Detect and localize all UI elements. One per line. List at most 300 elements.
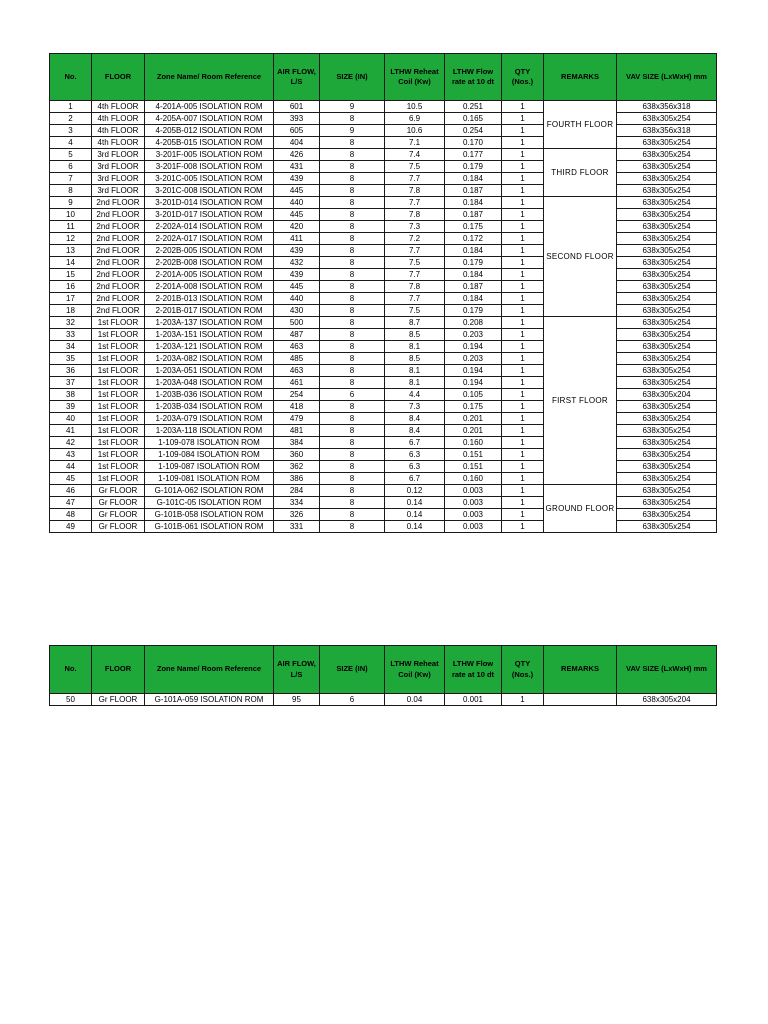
cell-qty: 1 (502, 149, 544, 161)
cell-vav-size: 638x305x254 (617, 281, 717, 293)
cell-airflow: 326 (274, 509, 320, 521)
cell-airflow: 431 (274, 161, 320, 173)
cell-zone: 4-205B-015 ISOLATION ROM (145, 137, 274, 149)
table-row (50, 293, 717, 305)
cell-qty: 1 (502, 473, 544, 485)
cell-vav-size: 638x305x254 (617, 257, 717, 269)
header-zone: Zone Name/ Room Reference (145, 54, 274, 101)
cell-floor: Gr FLOOR (92, 497, 145, 509)
cell-floor: 2nd FLOOR (92, 281, 145, 293)
cell-qty: 1 (502, 125, 544, 137)
cell-coil: 7.5 (385, 305, 445, 317)
cell-zone: 3-201D-014 ISOLATION ROM (145, 197, 274, 209)
cell-airflow: 463 (274, 365, 320, 377)
header-row (50, 646, 717, 694)
cell-airflow: 393 (274, 113, 320, 125)
cell-flow-rate: 0.187 (445, 209, 502, 221)
cell-coil: 4.4 (385, 389, 445, 401)
cell-vav-size: 638x305x254 (617, 497, 717, 509)
cell-size: 8 (320, 293, 385, 305)
cell-zone: 1-203A-118 ISOLATION ROM (145, 425, 274, 437)
cell-zone: 3-201D-017 ISOLATION ROM (145, 209, 274, 221)
cell-size: 8 (320, 173, 385, 185)
cell-coil: 6.3 (385, 449, 445, 461)
cell-no: 40 (50, 413, 92, 425)
cell-coil: 8.7 (385, 317, 445, 329)
table-row (50, 161, 717, 173)
cell-no: 2 (50, 113, 92, 125)
cell-airflow: 432 (274, 257, 320, 269)
cell-floor: 1st FLOOR (92, 437, 145, 449)
header-vav-size: VAV SIZE (LxWxH) mm (617, 54, 717, 101)
table-row (50, 461, 717, 473)
cell-no: 50 (50, 694, 92, 706)
cell-floor: 2nd FLOOR (92, 209, 145, 221)
cell-vav-size: 638x305x254 (617, 365, 717, 377)
header-flow-rate: LTHW Flow rate at 10 dt (445, 646, 502, 694)
cell-floor: 4th FLOOR (92, 137, 145, 149)
cell-qty: 1 (502, 233, 544, 245)
cell-size: 8 (320, 305, 385, 317)
cell-floor: 2nd FLOOR (92, 293, 145, 305)
cell-airflow: 360 (274, 449, 320, 461)
vav-schedule-table (49, 53, 717, 533)
cell-flow-rate: 0.187 (445, 185, 502, 197)
cell-qty: 1 (502, 425, 544, 437)
cell-zone: 2-202B-005 ISOLATION ROM (145, 245, 274, 257)
cell-coil: 7.7 (385, 173, 445, 185)
cell-qty: 1 (502, 245, 544, 257)
cell-size: 8 (320, 269, 385, 281)
cell-size: 6 (320, 694, 385, 706)
cell-airflow: 430 (274, 305, 320, 317)
table-row (50, 509, 717, 521)
cell-no: 16 (50, 281, 92, 293)
cell-size: 8 (320, 185, 385, 197)
cell-qty: 1 (502, 497, 544, 509)
cell-zone: 1-109-084 ISOLATION ROM (145, 449, 274, 461)
cell-vav-size: 638x305x254 (617, 317, 717, 329)
cell-floor: 1st FLOOR (92, 365, 145, 377)
table-row (50, 269, 717, 281)
cell-vav-size: 638x356x318 (617, 101, 717, 113)
cell-floor: 1st FLOOR (92, 389, 145, 401)
cell-qty: 1 (502, 377, 544, 389)
cell-vav-size: 638x305x254 (617, 185, 717, 197)
cell-size: 8 (320, 161, 385, 173)
cell-coil: 8.1 (385, 341, 445, 353)
cell-floor: 1st FLOOR (92, 413, 145, 425)
cell-vav-size: 638x305x254 (617, 461, 717, 473)
cell-flow-rate: 0.187 (445, 281, 502, 293)
cell-flow-rate: 0.003 (445, 509, 502, 521)
cell-size: 8 (320, 233, 385, 245)
cell-no: 38 (50, 389, 92, 401)
table-row (50, 209, 717, 221)
header-remarks: REMARKS (544, 54, 617, 101)
cell-vav-size: 638x305x254 (617, 473, 717, 485)
cell-airflow: 445 (274, 185, 320, 197)
cell-size: 8 (320, 413, 385, 425)
header-vav-size: VAV SIZE (LxWxH) mm (617, 646, 717, 694)
cell-floor: Gr FLOOR (92, 509, 145, 521)
cell-floor: 1st FLOOR (92, 473, 145, 485)
cell-qty: 1 (502, 113, 544, 125)
cell-zone: G-101B-061 ISOLATION ROM (145, 521, 274, 533)
table-row (50, 305, 717, 317)
cell-coil: 7.1 (385, 137, 445, 149)
cell-vav-size: 638x305x254 (617, 233, 717, 245)
cell-size: 8 (320, 509, 385, 521)
header-qty: QTY (Nos.) (502, 646, 544, 694)
cell-zone: 1-203A-082 ISOLATION ROM (145, 353, 274, 365)
cell-no: 45 (50, 473, 92, 485)
cell-qty: 1 (502, 269, 544, 281)
cell-coil: 10.5 (385, 101, 445, 113)
cell-floor: 2nd FLOOR (92, 305, 145, 317)
cell-floor: 4th FLOOR (92, 113, 145, 125)
cell-vav-size: 638x305x254 (617, 293, 717, 305)
cell-flow-rate: 0.172 (445, 233, 502, 245)
cell-vav-size: 638x305x254 (617, 149, 717, 161)
cell-zone: 1-109-087 ISOLATION ROM (145, 461, 274, 473)
cell-qty: 1 (502, 365, 544, 377)
cell-flow-rate: 0.175 (445, 401, 502, 413)
table-row (50, 329, 717, 341)
cell-coil: 6.7 (385, 437, 445, 449)
cell-coil: 7.3 (385, 221, 445, 233)
cell-coil: 0.14 (385, 497, 445, 509)
cell-flow-rate: 0.151 (445, 449, 502, 461)
cell-airflow: 439 (274, 245, 320, 257)
cell-vav-size: 638x305x254 (617, 197, 717, 209)
cell-coil: 10.6 (385, 125, 445, 137)
cell-flow-rate: 0.184 (445, 197, 502, 209)
cell-coil: 8.1 (385, 377, 445, 389)
cell-floor: 1st FLOOR (92, 329, 145, 341)
cell-qty: 1 (502, 401, 544, 413)
table-row (50, 497, 717, 509)
cell-coil: 8.5 (385, 329, 445, 341)
cell-qty: 1 (502, 413, 544, 425)
cell-qty: 1 (502, 101, 544, 113)
cell-vav-size: 638x305x254 (617, 521, 717, 533)
cell-vav-size: 638x305x254 (617, 245, 717, 257)
cell-qty: 1 (502, 161, 544, 173)
cell-coil: 0.04 (385, 694, 445, 706)
cell-no: 41 (50, 425, 92, 437)
cell-zone: 3-201F-008 ISOLATION ROM (145, 161, 274, 173)
cell-no: 48 (50, 509, 92, 521)
cell-coil: 7.7 (385, 269, 445, 281)
cell-vav-size: 638x305x254 (617, 401, 717, 413)
cell-qty: 1 (502, 209, 544, 221)
header-zone: Zone Name/ Room Reference (145, 646, 274, 694)
table-row (50, 437, 717, 449)
cell-no: 7 (50, 173, 92, 185)
cell-flow-rate: 0.184 (445, 293, 502, 305)
cell-vav-size: 638x305x254 (617, 425, 717, 437)
cell-floor: 1st FLOOR (92, 317, 145, 329)
cell-size: 8 (320, 497, 385, 509)
cell-airflow: 601 (274, 101, 320, 113)
cell-coil: 7.7 (385, 197, 445, 209)
header-row (50, 54, 717, 101)
cell-size: 8 (320, 245, 385, 257)
cell-qty: 1 (502, 293, 544, 305)
cell-coil: 7.3 (385, 401, 445, 413)
cell-airflow: 479 (274, 413, 320, 425)
cell-qty: 1 (502, 137, 544, 149)
header-coil: LTHW Reheat Coil (Kw) (385, 54, 445, 101)
cell-size: 8 (320, 365, 385, 377)
cell-qty: 1 (502, 197, 544, 209)
table-row (50, 281, 717, 293)
table-row (50, 413, 717, 425)
cell-size: 6 (320, 389, 385, 401)
cell-flow-rate: 0.203 (445, 329, 502, 341)
cell-vav-size: 638x305x254 (617, 329, 717, 341)
cell-size: 8 (320, 401, 385, 413)
cell-qty: 1 (502, 461, 544, 473)
cell-flow-rate: 0.194 (445, 341, 502, 353)
header-qty: QTY (Nos.) (502, 54, 544, 101)
cell-airflow: 426 (274, 149, 320, 161)
cell-zone: G-101B-058 ISOLATION ROM (145, 509, 274, 521)
cell-coil: 0.12 (385, 485, 445, 497)
cell-no: 43 (50, 449, 92, 461)
cell-floor: 1st FLOOR (92, 401, 145, 413)
cell-flow-rate: 0.170 (445, 137, 502, 149)
cell-remarks (544, 694, 617, 706)
table-row (50, 221, 717, 233)
table-row (50, 101, 717, 113)
cell-vav-size: 638x305x254 (617, 449, 717, 461)
cell-floor: 3rd FLOOR (92, 149, 145, 161)
cell-vav-size: 638x305x254 (617, 485, 717, 497)
cell-coil: 7.8 (385, 209, 445, 221)
cell-airflow: 439 (274, 269, 320, 281)
cell-floor: 2nd FLOOR (92, 257, 145, 269)
cell-qty: 1 (502, 341, 544, 353)
cell-vav-size: 638x305x254 (617, 509, 717, 521)
cell-qty: 1 (502, 437, 544, 449)
cell-vav-size: 638x305x254 (617, 113, 717, 125)
cell-zone: 1-203A-079 ISOLATION ROM (145, 413, 274, 425)
table-body (50, 101, 717, 533)
cell-flow-rate: 0.001 (445, 694, 502, 706)
table-row (50, 125, 717, 137)
cell-no: 35 (50, 353, 92, 365)
cell-size: 8 (320, 113, 385, 125)
header-flow-rate: LTHW Flow rate at 10 dt (445, 54, 502, 101)
cell-remarks: THIRD FLOOR (544, 149, 617, 197)
cell-zone: 1-203A-137 ISOLATION ROM (145, 317, 274, 329)
cell-coil: 8.1 (385, 365, 445, 377)
cell-zone: 2-201B-013 ISOLATION ROM (145, 293, 274, 305)
cell-zone: 2-201B-017 ISOLATION ROM (145, 305, 274, 317)
cell-flow-rate: 0.254 (445, 125, 502, 137)
cell-qty: 1 (502, 521, 544, 533)
cell-vav-size: 638x305x254 (617, 305, 717, 317)
cell-flow-rate: 0.203 (445, 353, 502, 365)
cell-airflow: 500 (274, 317, 320, 329)
table-row (50, 389, 717, 401)
cell-airflow: 362 (274, 461, 320, 473)
cell-floor: 2nd FLOOR (92, 221, 145, 233)
cell-zone: 4-205B-012 ISOLATION ROM (145, 125, 274, 137)
cell-floor: 3rd FLOOR (92, 161, 145, 173)
cell-no: 14 (50, 257, 92, 269)
cell-airflow: 404 (274, 137, 320, 149)
cell-no: 42 (50, 437, 92, 449)
cell-vav-size: 638x305x204 (617, 389, 717, 401)
cell-airflow: 418 (274, 401, 320, 413)
cell-flow-rate: 0.151 (445, 461, 502, 473)
table-row (50, 401, 717, 413)
cell-no: 3 (50, 125, 92, 137)
cell-size: 8 (320, 449, 385, 461)
header-airflow: AIR FLOW, L/S (274, 646, 320, 694)
cell-airflow: 440 (274, 293, 320, 305)
cell-no: 8 (50, 185, 92, 197)
table-body (50, 694, 717, 706)
table-row (50, 449, 717, 461)
cell-no: 37 (50, 377, 92, 389)
cell-vav-size: 638x305x254 (617, 161, 717, 173)
cell-vav-size: 638x305x254 (617, 341, 717, 353)
cell-floor: 1st FLOOR (92, 461, 145, 473)
cell-floor: 4th FLOOR (92, 101, 145, 113)
cell-no: 36 (50, 365, 92, 377)
cell-coil: 7.5 (385, 257, 445, 269)
cell-coil: 8.4 (385, 413, 445, 425)
cell-zone: 4-205A-007 ISOLATION ROM (145, 113, 274, 125)
cell-flow-rate: 0.003 (445, 485, 502, 497)
cell-size: 8 (320, 317, 385, 329)
cell-zone: 1-109-078 ISOLATION ROM (145, 437, 274, 449)
cell-qty: 1 (502, 281, 544, 293)
table-row (50, 353, 717, 365)
cell-size: 8 (320, 209, 385, 221)
cell-flow-rate: 0.201 (445, 413, 502, 425)
cell-flow-rate: 0.208 (445, 317, 502, 329)
cell-floor: 2nd FLOOR (92, 269, 145, 281)
cell-flow-rate: 0.194 (445, 365, 502, 377)
cell-no: 11 (50, 221, 92, 233)
table-row (50, 149, 717, 161)
cell-coil: 7.8 (385, 281, 445, 293)
cell-floor: 1st FLOOR (92, 341, 145, 353)
cell-floor: 1st FLOOR (92, 449, 145, 461)
cell-qty: 1 (502, 221, 544, 233)
cell-flow-rate: 0.179 (445, 161, 502, 173)
cell-size: 9 (320, 125, 385, 137)
table-row (50, 425, 717, 437)
cell-airflow: 463 (274, 341, 320, 353)
cell-qty: 1 (502, 257, 544, 269)
table-row (50, 197, 717, 209)
cell-zone: 3-201C-008 ISOLATION ROM (145, 185, 274, 197)
cell-no: 12 (50, 233, 92, 245)
table-row (50, 113, 717, 125)
cell-size: 8 (320, 281, 385, 293)
table-row (50, 694, 717, 706)
cell-coil: 6.3 (385, 461, 445, 473)
cell-floor: 2nd FLOOR (92, 245, 145, 257)
table-row (50, 365, 717, 377)
table-row (50, 341, 717, 353)
cell-remarks: SECOND FLOOR (544, 197, 617, 317)
cell-remarks: GROUND FLOOR (544, 485, 617, 533)
cell-flow-rate: 0.160 (445, 437, 502, 449)
cell-flow-rate: 0.184 (445, 173, 502, 185)
cell-vav-size: 638x305x254 (617, 377, 717, 389)
cell-zone: G-101A-059 ISOLATION ROM (145, 694, 274, 706)
header-no: No. (50, 646, 92, 694)
cell-floor: 1st FLOOR (92, 377, 145, 389)
header-size: SIZE (IN) (320, 646, 385, 694)
cell-no: 5 (50, 149, 92, 161)
cell-size: 8 (320, 485, 385, 497)
table-row (50, 233, 717, 245)
table-row (50, 185, 717, 197)
cell-flow-rate: 0.003 (445, 521, 502, 533)
cell-floor: 3rd FLOOR (92, 173, 145, 185)
cell-no: 1 (50, 101, 92, 113)
cell-size: 8 (320, 425, 385, 437)
cell-qty: 1 (502, 449, 544, 461)
cell-qty: 1 (502, 509, 544, 521)
cell-no: 6 (50, 161, 92, 173)
cell-size: 8 (320, 137, 385, 149)
cell-vav-size: 638x305x254 (617, 437, 717, 449)
cell-airflow: 386 (274, 473, 320, 485)
cell-zone: 1-203A-121 ISOLATION ROM (145, 341, 274, 353)
cell-zone: 1-203B-036 ISOLATION ROM (145, 389, 274, 401)
cell-vav-size: 638x305x254 (617, 269, 717, 281)
cell-no: 32 (50, 317, 92, 329)
header-remarks: REMARKS (544, 646, 617, 694)
cell-no: 15 (50, 269, 92, 281)
cell-zone: 2-202A-014 ISOLATION ROM (145, 221, 274, 233)
cell-flow-rate: 0.179 (445, 257, 502, 269)
cell-coil: 7.2 (385, 233, 445, 245)
cell-floor: 4th FLOOR (92, 125, 145, 137)
cell-size: 8 (320, 353, 385, 365)
cell-coil: 8.4 (385, 425, 445, 437)
header-floor: FLOOR (92, 54, 145, 101)
cell-vav-size: 638x305x254 (617, 209, 717, 221)
table-row (50, 485, 717, 497)
cell-zone: 1-203B-034 ISOLATION ROM (145, 401, 274, 413)
cell-qty: 1 (502, 173, 544, 185)
cell-qty: 1 (502, 329, 544, 341)
cell-flow-rate: 0.003 (445, 497, 502, 509)
table-row (50, 173, 717, 185)
cell-vav-size: 638x305x204 (617, 694, 717, 706)
cell-no: 39 (50, 401, 92, 413)
cell-flow-rate: 0.177 (445, 149, 502, 161)
cell-airflow: 95 (274, 694, 320, 706)
cell-coil: 7.7 (385, 245, 445, 257)
header-floor: FLOOR (92, 646, 145, 694)
cell-size: 8 (320, 329, 385, 341)
header-size: SIZE (IN) (320, 54, 385, 101)
cell-floor: Gr FLOOR (92, 485, 145, 497)
cell-airflow: 440 (274, 197, 320, 209)
cell-no: 18 (50, 305, 92, 317)
